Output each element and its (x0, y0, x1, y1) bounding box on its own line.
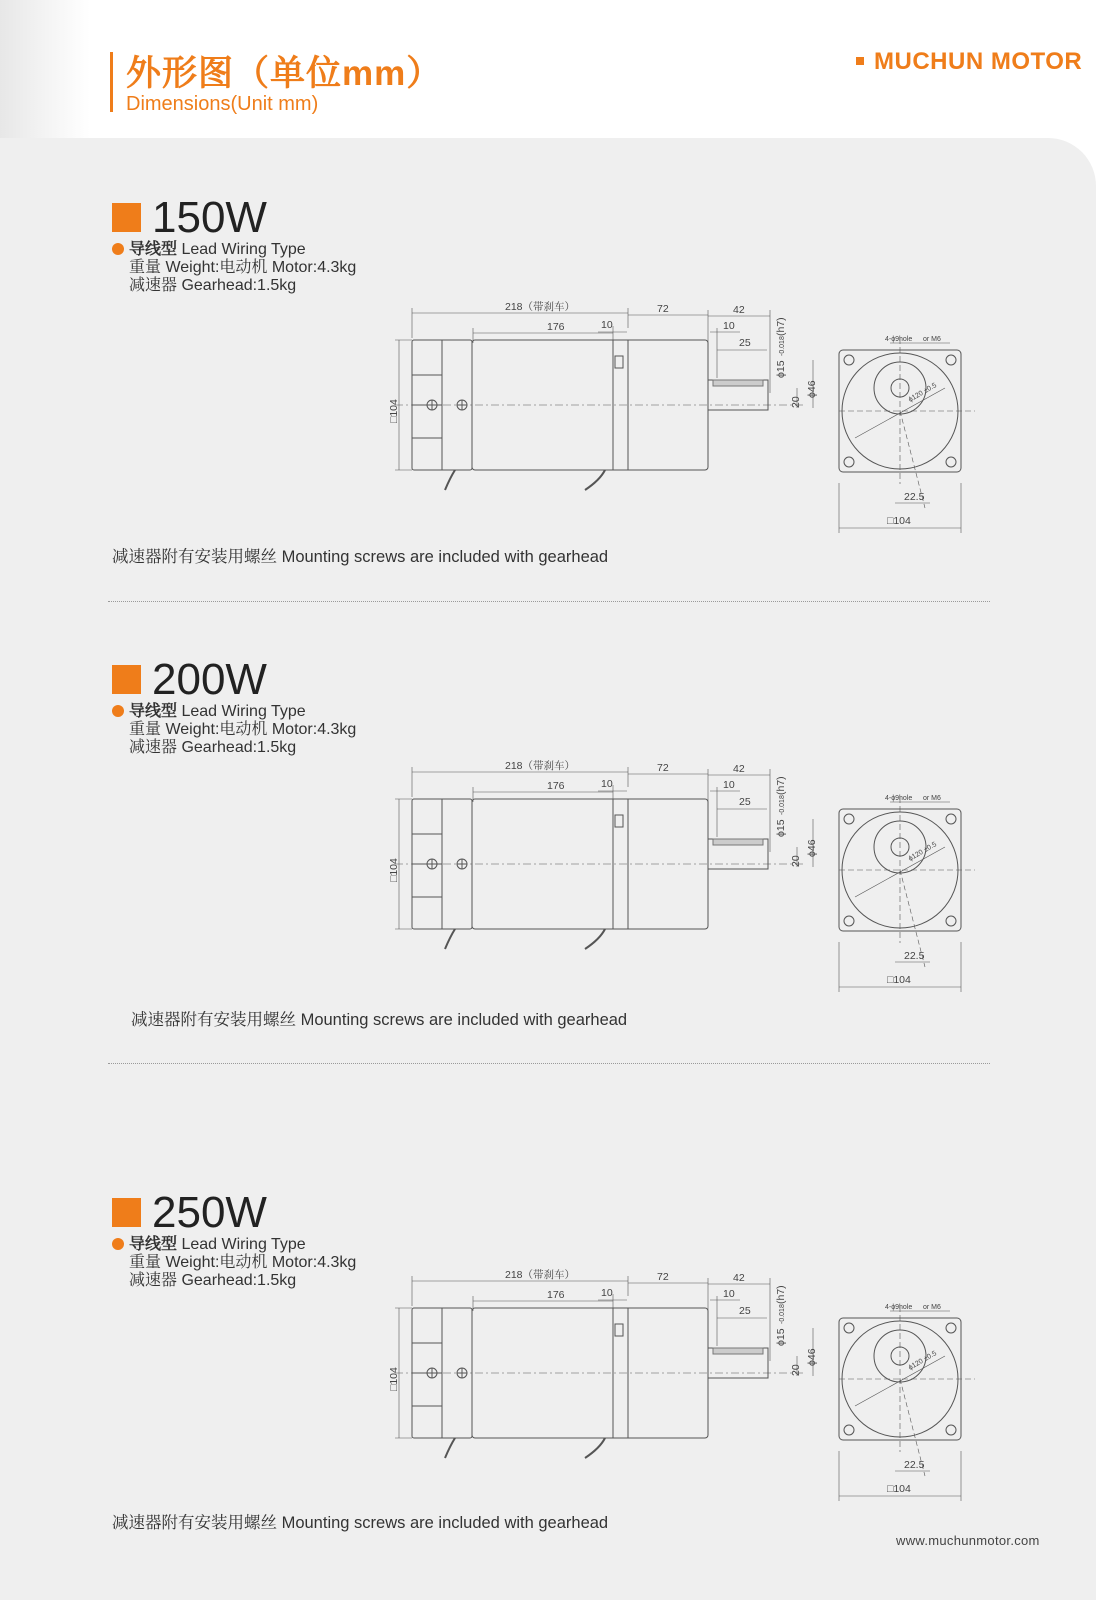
dim-gear-len: 72 (657, 303, 669, 315)
dim-overall: 218（带刹车） (505, 301, 576, 313)
dim-shaft-fit: (h7) (775, 1285, 787, 1304)
website-url: www.muchunmotor.com (896, 1533, 1040, 1548)
dim-hole-alt: or M6 (923, 1304, 941, 1311)
dim-gap: 10 (601, 1287, 613, 1299)
weight-motor: 重量 Weight:电动机 Motor:4.3kg (129, 259, 357, 276)
dim-gear-len: 72 (657, 1271, 669, 1283)
dim-hole-spec: 4-ϕ9hole (885, 336, 913, 343)
dim-frame-bottom: □104 (887, 974, 911, 986)
dim-shaft-tol: -0.018 (779, 336, 786, 356)
power-square-icon (112, 665, 141, 694)
dim-angle: 22.5 (904, 491, 925, 503)
power-rating: 150W (152, 193, 267, 242)
dim-gap: 10 (601, 778, 613, 790)
section-divider (108, 1063, 990, 1064)
dim-frame-bottom: □104 (887, 1483, 911, 1495)
dim-shaft-len: 42 (733, 1272, 745, 1284)
wiring-type (129, 241, 306, 259)
dim-shaft-tol: -0.018 (779, 795, 786, 815)
weight-gearhead: 减速器 Gearhead:1.5kg (129, 277, 297, 294)
wiring-type (129, 1236, 306, 1254)
dim-hole-alt: or M6 (923, 795, 941, 802)
dim-key-len: 25 (739, 796, 751, 808)
dim-frame-side: □104 (388, 399, 400, 423)
wiring-type-cn: 导线型 (129, 1236, 178, 1253)
page-title-en: Dimensions(Unit mm) (126, 93, 319, 115)
page-title-cn: 外形图（单位mm） (126, 54, 443, 93)
dim-pcd: ϕ120 ±0.5 (907, 382, 938, 404)
dim-gap: 10 (601, 319, 613, 331)
dim-pilot-dia: ϕ46 (806, 380, 818, 398)
dim-key-len: 25 (739, 1305, 751, 1317)
dim-pilot-h: 20 (790, 1364, 802, 1376)
wiring-type-en: Lead Wiring Type (181, 703, 306, 720)
dim-shaft-dia: ϕ15 (775, 1328, 787, 1346)
brand-square-icon (856, 57, 864, 65)
weight-gearhead: 减速器 Gearhead:1.5kg (129, 1272, 297, 1289)
dim-key-len: 25 (739, 337, 751, 349)
dim-pcd: ϕ120 ±0.5 (907, 1350, 938, 1372)
dim-hole-spec: 4-ϕ9hole (885, 795, 913, 802)
wiring-type-cn: 导线型 (129, 703, 178, 720)
dimension-drawing (385, 757, 985, 1002)
bullet-dot-icon (112, 705, 124, 717)
mounting-note: 减速器附有安装用螺丝 Mounting screws are included with gearhead (112, 548, 609, 566)
dim-shaft-len: 42 (733, 304, 745, 316)
title-accent-bar (110, 52, 113, 112)
dim-angle: 22.5 (904, 1459, 925, 1471)
dim-shaft-tol: -0.018 (779, 1304, 786, 1324)
dim-frame-bottom: □104 (887, 515, 911, 527)
dim-overall: 218（带刹车） (505, 760, 576, 772)
dim-key-offset: 10 (723, 320, 735, 332)
dim-pilot-h: 20 (790, 855, 802, 867)
dim-gear-len: 72 (657, 762, 669, 774)
dimension-drawing (385, 1266, 985, 1511)
dim-overall: 218（带刹车） (505, 1269, 576, 1281)
mounting-note: 减速器附有安装用螺丝 Mounting screws are included with gearhead (112, 1514, 609, 1532)
dim-body: 176 (547, 780, 565, 792)
power-rating: 250W (152, 1188, 267, 1237)
mounting-note: 减速器附有安装用螺丝 Mounting screws are included with gearhead (131, 1011, 628, 1029)
power-rating: 200W (152, 655, 267, 704)
dim-pcd: ϕ120 ±0.5 (907, 841, 938, 863)
dim-pilot-h: 20 (790, 396, 802, 408)
weight-gearhead: 减速器 Gearhead:1.5kg (129, 739, 297, 756)
dimension-drawing (385, 298, 985, 543)
brand-name: MUCHUN MOTOR (874, 48, 1083, 75)
dim-hole-alt: or M6 (923, 336, 941, 343)
wiring-type (129, 703, 306, 721)
dim-shaft-fit: (h7) (775, 317, 787, 336)
power-square-icon (112, 203, 141, 232)
dim-shaft-len: 42 (733, 763, 745, 775)
weight-motor: 重量 Weight:电动机 Motor:4.3kg (129, 1254, 357, 1271)
dim-key-offset: 10 (723, 1288, 735, 1300)
section-divider (108, 601, 990, 602)
wiring-type-en: Lead Wiring Type (181, 1236, 306, 1253)
dim-angle: 22.5 (904, 950, 925, 962)
dim-body: 176 (547, 1289, 565, 1301)
dim-key-offset: 10 (723, 779, 735, 791)
dim-frame-side: □104 (388, 858, 400, 882)
dim-pilot-dia: ϕ46 (806, 1348, 818, 1366)
wiring-type-cn: 导线型 (129, 241, 178, 258)
dim-hole-spec: 4-ϕ9hole (885, 1304, 913, 1311)
bullet-dot-icon (112, 1238, 124, 1250)
dim-shaft-dia: ϕ15 (775, 819, 787, 837)
dim-body: 176 (547, 321, 565, 333)
power-square-icon (112, 1198, 141, 1227)
dim-pilot-dia: ϕ46 (806, 839, 818, 857)
bullet-dot-icon (112, 243, 124, 255)
weight-motor: 重量 Weight:电动机 Motor:4.3kg (129, 721, 357, 738)
dim-shaft-dia: ϕ15 (775, 360, 787, 378)
dim-frame-side: □104 (388, 1367, 400, 1391)
wiring-type-en: Lead Wiring Type (181, 241, 306, 258)
dim-shaft-fit: (h7) (775, 776, 787, 795)
